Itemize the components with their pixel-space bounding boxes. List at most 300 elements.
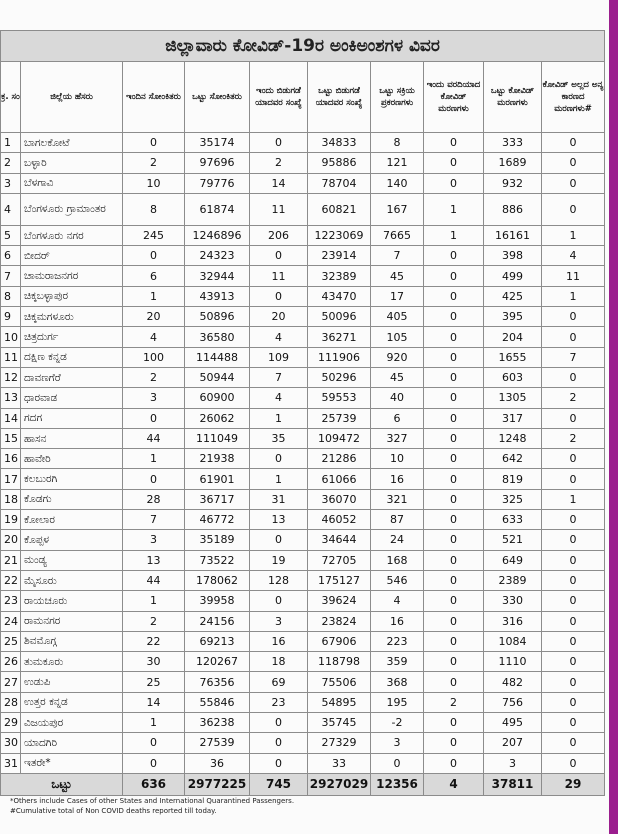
serial-cell: 9 (1, 307, 21, 327)
header-district: ಜಿಲ್ಲೆಯ ಹೆಸರು (21, 62, 123, 133)
footnotes (10, 796, 294, 816)
total-deaths-cell: 330 (484, 591, 542, 611)
serial-cell: 13 (1, 388, 21, 408)
total-cases-cell: 2977225 (185, 773, 250, 795)
today-cases-cell: 1 (123, 713, 185, 733)
active-cases-cell: 3 (371, 733, 424, 753)
today-cases-cell: 3 (123, 530, 185, 550)
non-covid-deaths-cell: 0 (542, 307, 605, 327)
table-row (1, 692, 605, 712)
non-covid-deaths-cell: 0 (542, 510, 605, 530)
today-discharged-cell: 35 (250, 428, 308, 448)
table-row (1, 631, 605, 651)
serial-cell: 24 (1, 611, 21, 631)
purple-edge-bar (609, 0, 618, 834)
non-covid-deaths-cell: 0 (542, 591, 605, 611)
active-cases-cell: 10 (371, 449, 424, 469)
district-name-cell: ದಾವಣಗೆರೆ (21, 367, 123, 387)
today-discharged-cell: 109 (250, 347, 308, 367)
active-cases-cell: 7665 (371, 225, 424, 245)
non-covid-deaths-cell: 0 (542, 652, 605, 672)
today-discharged-cell: 0 (250, 733, 308, 753)
table-row (1, 388, 605, 408)
total-deaths-cell: 932 (484, 173, 542, 193)
serial-cell: 10 (1, 327, 21, 347)
today-discharged-cell: 14 (250, 173, 308, 193)
today-deaths-cell: 0 (424, 133, 484, 153)
serial-cell: 5 (1, 225, 21, 245)
today-discharged-cell: 0 (250, 133, 308, 153)
totals-row (1, 773, 605, 795)
today-cases-cell: 14 (123, 692, 185, 712)
active-cases-cell: 368 (371, 672, 424, 692)
non-covid-deaths-cell: 7 (542, 347, 605, 367)
total-deaths-cell: 1084 (484, 631, 542, 651)
today-discharged-cell: 2 (250, 153, 308, 173)
total-cases-cell: 97696 (185, 153, 250, 173)
total-cases-cell: 35189 (185, 530, 250, 550)
district-name-cell: ಕೋಲಾರ (21, 510, 123, 530)
total-deaths-cell: 1248 (484, 428, 542, 448)
today-deaths-cell: 0 (424, 408, 484, 428)
total-cases-cell: 55846 (185, 692, 250, 712)
total-discharged-cell: 50296 (308, 367, 371, 387)
today-deaths-cell: 0 (424, 173, 484, 193)
total-cases-cell: 24323 (185, 246, 250, 266)
header-total-deaths: ಒಟ್ಟು ಕೋವಿಡ್ ಮರಣಗಳು (484, 62, 542, 133)
total-cases-cell: 26062 (185, 408, 250, 428)
today-deaths-cell: 0 (424, 753, 484, 773)
district-name-cell: ಚಿಕ್ಕಬಳ್ಳಾಪುರ (21, 286, 123, 306)
non-covid-deaths-cell: 1 (542, 225, 605, 245)
today-cases-cell: 22 (123, 631, 185, 651)
today-deaths-cell: 0 (424, 672, 484, 692)
district-covid-table (0, 30, 605, 796)
district-name-cell: ತುಮಕೂರು (21, 652, 123, 672)
total-discharged-cell: 50096 (308, 307, 371, 327)
serial-cell: 27 (1, 672, 21, 692)
today-cases-cell: 20 (123, 307, 185, 327)
district-name-cell: ಹಾಸನ (21, 428, 123, 448)
total-discharged-cell: 59553 (308, 388, 371, 408)
total-discharged-cell: 109472 (308, 428, 371, 448)
today-cases-cell: 6 (123, 266, 185, 286)
total-deaths-cell: 482 (484, 672, 542, 692)
serial-cell: 23 (1, 591, 21, 611)
total-cases-cell: 73522 (185, 550, 250, 570)
non-covid-deaths-cell: 0 (542, 570, 605, 590)
table-row (1, 266, 605, 286)
table-row (1, 570, 605, 590)
today-cases-cell: 2 (123, 367, 185, 387)
total-deaths-cell: 2389 (484, 570, 542, 590)
total-cases-cell: 36 (185, 753, 250, 773)
district-name-cell: ಮೈಸೂರು (21, 570, 123, 590)
table-title: ಜಿಲ್ಲಾವಾರು ಕೋವಿಡ್-19ರ ಅಂಕಿಅಂಶಗಳ ವಿವರ (1, 31, 605, 62)
today-cases-cell: 0 (123, 133, 185, 153)
active-cases-cell: 405 (371, 307, 424, 327)
total-deaths-cell: 333 (484, 133, 542, 153)
today-deaths-cell: 0 (424, 570, 484, 590)
today-discharged-cell: 1 (250, 469, 308, 489)
non-covid-deaths-cell: 4 (542, 246, 605, 266)
footnote-non-covid: #Cumulative total of Non COVID deaths reported till today. (10, 807, 217, 815)
header-active-cases: ಒಟ್ಟು ಸಕ್ರಿಯ ಪ್ರಕರಣಗಳು (371, 62, 424, 133)
today-deaths-cell: 0 (424, 153, 484, 173)
non-covid-deaths-cell: 0 (542, 449, 605, 469)
total-cases-cell: 76356 (185, 672, 250, 692)
district-name-cell: ಉಡುಪಿ (21, 672, 123, 692)
district-name-cell: ಬಾಗಲಕೋಟೆ (21, 133, 123, 153)
today-deaths-cell: 0 (424, 489, 484, 509)
today-discharged-cell: 11 (250, 266, 308, 286)
total-discharged-cell: 2927029 (308, 773, 371, 795)
today-deaths-cell: 0 (424, 286, 484, 306)
non-covid-deaths-cell: 1 (542, 286, 605, 306)
today-deaths-cell: 0 (424, 550, 484, 570)
table-row (1, 428, 605, 448)
total-deaths-cell: 886 (484, 193, 542, 225)
total-active-cases-cell: 12356 (371, 773, 424, 795)
total-cases-cell: 35174 (185, 133, 250, 153)
table-row (1, 591, 605, 611)
today-deaths-cell: 0 (424, 591, 484, 611)
today-discharged-cell: 23 (250, 692, 308, 712)
total-cases-cell: 21938 (185, 449, 250, 469)
table-row (1, 153, 605, 173)
total-discharged-cell: 25739 (308, 408, 371, 428)
header-total-discharged: ಒಟ್ಟು ಬಿಡುಗಡೆ ಯಾದವರ ಸಂಖ್ಯೆ (308, 62, 371, 133)
today-discharged-cell: 1 (250, 408, 308, 428)
serial-cell: 14 (1, 408, 21, 428)
table-row (1, 469, 605, 489)
table-row (1, 713, 605, 733)
serial-cell: 8 (1, 286, 21, 306)
active-cases-cell: 87 (371, 510, 424, 530)
total-cases-cell: 50944 (185, 367, 250, 387)
today-cases-cell: 1 (123, 286, 185, 306)
active-cases-cell: 16 (371, 611, 424, 631)
today-deaths-cell: 0 (424, 266, 484, 286)
total-deaths-cell: 819 (484, 469, 542, 489)
district-name-cell: ವಿಜಯಪುರ (21, 713, 123, 733)
today-deaths-cell: 0 (424, 449, 484, 469)
today-cases-cell: 2 (123, 611, 185, 631)
total-cases-cell: 61874 (185, 193, 250, 225)
serial-cell: 26 (1, 652, 21, 672)
today-cases-cell: 44 (123, 428, 185, 448)
total-discharged-cell: 34644 (308, 530, 371, 550)
non-covid-deaths-cell: 2 (542, 388, 605, 408)
total-discharged-cell: 67906 (308, 631, 371, 651)
non-covid-deaths-cell: 0 (542, 733, 605, 753)
district-name-cell: ಇತರೇ* (21, 753, 123, 773)
covid-statistics-sheet (0, 30, 604, 796)
total-cases-cell: 120267 (185, 652, 250, 672)
serial-cell: 6 (1, 246, 21, 266)
serial-cell: 12 (1, 367, 21, 387)
today-discharged-cell: 0 (250, 591, 308, 611)
today-cases-cell: 3 (123, 388, 185, 408)
table-row (1, 347, 605, 367)
total-deaths-cell: 207 (484, 733, 542, 753)
today-discharged-cell: 0 (250, 286, 308, 306)
header-today-cases: ಇಂದಿನ ಸೋಂಕಿತರು (123, 62, 185, 133)
active-cases-cell: 17 (371, 286, 424, 306)
non-covid-deaths-cell: 0 (542, 753, 605, 773)
total-cases-cell: 178062 (185, 570, 250, 590)
total-deaths-cell: 521 (484, 530, 542, 550)
header-non-covid-deaths: ಕೋವಿಡ್ ಅಲ್ಲದ ಅನ್ಯ ಕಾರಣದ ಮರಣಗಳು# (542, 62, 605, 133)
district-name-cell: ರಾಮನಗರ (21, 611, 123, 631)
today-cases-cell: 30 (123, 652, 185, 672)
today-deaths-cell: 0 (424, 347, 484, 367)
active-cases-cell: 105 (371, 327, 424, 347)
serial-cell: 25 (1, 631, 21, 651)
non-covid-deaths-cell: 0 (542, 672, 605, 692)
table-row (1, 193, 605, 225)
total-discharged-cell: 95886 (308, 153, 371, 173)
table-row (1, 225, 605, 245)
district-name-cell: ಬೆಂಗಳೂರು ಗ್ರಾಮಾಂತರ (21, 193, 123, 225)
total-cases-cell: 24156 (185, 611, 250, 631)
total-deaths-cell: 633 (484, 510, 542, 530)
total-discharged-cell: 27329 (308, 733, 371, 753)
total-discharged-cell: 118798 (308, 652, 371, 672)
total-discharged-cell: 1223069 (308, 225, 371, 245)
non-covid-deaths-cell: 1 (542, 489, 605, 509)
non-covid-deaths-cell: 0 (542, 631, 605, 651)
serial-cell: 18 (1, 489, 21, 509)
total-discharged-cell: 75506 (308, 672, 371, 692)
total-cases-cell: 32944 (185, 266, 250, 286)
today-cases-cell: 0 (123, 469, 185, 489)
today-cases-cell: 0 (123, 246, 185, 266)
active-cases-cell: 167 (371, 193, 424, 225)
non-covid-deaths-cell: 0 (542, 367, 605, 387)
active-cases-cell: 140 (371, 173, 424, 193)
total-deaths-cell: 1689 (484, 153, 542, 173)
total-discharged-cell: 72705 (308, 550, 371, 570)
total-discharged-cell: 39624 (308, 591, 371, 611)
table-row (1, 733, 605, 753)
serial-cell: 19 (1, 510, 21, 530)
active-cases-cell: 24 (371, 530, 424, 550)
total-deaths-cell: 495 (484, 713, 542, 733)
non-covid-deaths-cell: 0 (542, 611, 605, 631)
district-name-cell: ದಕ್ಷಿಣ ಕನ್ನಡ (21, 347, 123, 367)
header-total-cases: ಒಟ್ಟು ಸೋಂಕಿತರು (185, 62, 250, 133)
non-covid-deaths-cell: 0 (542, 713, 605, 733)
serial-cell: 2 (1, 153, 21, 173)
today-discharged-cell: 0 (250, 753, 308, 773)
total-deaths-cell: 649 (484, 550, 542, 570)
total-deaths-cell: 204 (484, 327, 542, 347)
today-discharged-cell: 206 (250, 225, 308, 245)
total-deaths-cell: 425 (484, 286, 542, 306)
table-row (1, 510, 605, 530)
serial-cell: 28 (1, 692, 21, 712)
today-deaths-cell: 0 (424, 733, 484, 753)
non-covid-deaths-cell: 2 (542, 428, 605, 448)
table-row (1, 367, 605, 387)
table-row (1, 307, 605, 327)
active-cases-cell: 359 (371, 652, 424, 672)
active-cases-cell: 45 (371, 266, 424, 286)
header-today-discharged: ಇಂದು ಬಿಡುಗಡೆ ಯಾದವರ ಸಂಖ್ಯೆ (250, 62, 308, 133)
total-discharged-cell: 54895 (308, 692, 371, 712)
active-cases-cell: 40 (371, 388, 424, 408)
today-discharged-cell: 18 (250, 652, 308, 672)
today-cases-cell: 8 (123, 193, 185, 225)
serial-cell: 7 (1, 266, 21, 286)
active-cases-cell: 327 (371, 428, 424, 448)
today-deaths-cell: 0 (424, 652, 484, 672)
non-covid-deaths-cell: 0 (542, 408, 605, 428)
total-deaths-cell: 316 (484, 611, 542, 631)
today-cases-cell: 13 (123, 550, 185, 570)
total-discharged-cell: 33 (308, 753, 371, 773)
total-discharged-cell: 78704 (308, 173, 371, 193)
district-name-cell: ಚಿಕ್ಕಮಗಳೂರು (21, 307, 123, 327)
today-discharged-cell: 0 (250, 713, 308, 733)
district-name-cell: ಮಂಡ್ಯ (21, 550, 123, 570)
today-discharged-cell: 7 (250, 367, 308, 387)
active-cases-cell: 7 (371, 246, 424, 266)
non-covid-deaths-cell: 0 (542, 133, 605, 153)
district-name-cell: ಬೀದರ್ (21, 246, 123, 266)
active-cases-cell: 45 (371, 367, 424, 387)
today-discharged-cell: 31 (250, 489, 308, 509)
serial-cell: 20 (1, 530, 21, 550)
district-name-cell: ಧಾರವಾಡ (21, 388, 123, 408)
today-deaths-cell: 0 (424, 469, 484, 489)
total-deaths-cell: 1110 (484, 652, 542, 672)
total-cases-cell: 36717 (185, 489, 250, 509)
total-discharged-cell: 43470 (308, 286, 371, 306)
total-cases-cell: 1246896 (185, 225, 250, 245)
total-label-cell: ಒಟ್ಟು (1, 773, 123, 795)
header-serial: ಕ್ರ. ಸಂ (1, 62, 21, 133)
today-discharged-cell: 0 (250, 530, 308, 550)
today-deaths-cell: 0 (424, 631, 484, 651)
total-discharged-cell: 23824 (308, 611, 371, 631)
today-cases-cell: 44 (123, 570, 185, 590)
total-deaths-cell: 325 (484, 489, 542, 509)
table-row (1, 672, 605, 692)
today-cases-cell: 7 (123, 510, 185, 530)
total-deaths-cell: 395 (484, 307, 542, 327)
serial-cell: 31 (1, 753, 21, 773)
header-today-deaths: ಇಂದು ವರದಿಯಾದ ಕೋವಿಡ್ ಮರಣಗಳು (424, 62, 484, 133)
today-discharged-cell: 13 (250, 510, 308, 530)
total-deaths-cell: 1655 (484, 347, 542, 367)
serial-cell: 11 (1, 347, 21, 367)
table-row (1, 449, 605, 469)
active-cases-cell: 4 (371, 591, 424, 611)
total-discharged-cell: 21286 (308, 449, 371, 469)
today-cases-cell: 1 (123, 449, 185, 469)
district-name-cell: ಬೆಳಗಾವಿ (21, 173, 123, 193)
district-name-cell: ಕೊಪ್ಪಳ (21, 530, 123, 550)
district-name-cell: ಚಾಮರಾಜನಗರ (21, 266, 123, 286)
today-deaths-cell: 0 (424, 307, 484, 327)
table-row (1, 173, 605, 193)
district-name-cell: ಬಳ್ಳಾರಿ (21, 153, 123, 173)
today-discharged-cell: 128 (250, 570, 308, 590)
table-row (1, 286, 605, 306)
total-deaths-cell: 499 (484, 266, 542, 286)
table-row (1, 489, 605, 509)
total-discharged-cell: 46052 (308, 510, 371, 530)
table-row (1, 652, 605, 672)
today-discharged-cell: 19 (250, 550, 308, 570)
active-cases-cell: 321 (371, 489, 424, 509)
table-row (1, 133, 605, 153)
today-discharged-cell: 69 (250, 672, 308, 692)
total-cases-cell: 79776 (185, 173, 250, 193)
serial-cell: 29 (1, 713, 21, 733)
total-cases-cell: 39958 (185, 591, 250, 611)
table-row (1, 611, 605, 631)
total-discharged-cell: 175127 (308, 570, 371, 590)
district-name-cell: ಉತ್ತರ ಕನ್ನಡ (21, 692, 123, 712)
total-cases-cell: 46772 (185, 510, 250, 530)
total-discharged-cell: 111906 (308, 347, 371, 367)
today-cases-cell: 10 (123, 173, 185, 193)
serial-cell: 30 (1, 733, 21, 753)
serial-cell: 22 (1, 570, 21, 590)
total-cases-cell: 114488 (185, 347, 250, 367)
total-discharged-cell: 35745 (308, 713, 371, 733)
active-cases-cell: 8 (371, 133, 424, 153)
total-deaths-cell: 756 (484, 692, 542, 712)
district-name-cell: ಬೆಂಗಳೂರು ನಗರ (21, 225, 123, 245)
table-row (1, 530, 605, 550)
today-cases-cell: 0 (123, 753, 185, 773)
today-deaths-cell: 0 (424, 510, 484, 530)
today-cases-cell: 2 (123, 153, 185, 173)
today-cases-cell: 1 (123, 591, 185, 611)
non-covid-deaths-cell: 0 (542, 193, 605, 225)
non-covid-deaths-cell: 0 (542, 469, 605, 489)
today-cases-cell: 100 (123, 347, 185, 367)
total-today-discharged-cell: 745 (250, 773, 308, 795)
today-discharged-cell: 3 (250, 611, 308, 631)
total-discharged-cell: 32389 (308, 266, 371, 286)
table-row (1, 408, 605, 428)
table-row (1, 550, 605, 570)
serial-cell: 15 (1, 428, 21, 448)
total-discharged-cell: 60821 (308, 193, 371, 225)
serial-cell: 3 (1, 173, 21, 193)
today-discharged-cell: 4 (250, 388, 308, 408)
district-name-cell: ಚಿತ್ರದುರ್ಗ (21, 327, 123, 347)
non-covid-deaths-cell: 0 (542, 550, 605, 570)
today-deaths-cell: 0 (424, 611, 484, 631)
total-deaths-cell: 317 (484, 408, 542, 428)
table-row (1, 753, 605, 773)
active-cases-cell: 6 (371, 408, 424, 428)
today-cases-cell: 0 (123, 408, 185, 428)
total-discharged-cell: 36070 (308, 489, 371, 509)
total-cases-cell: 50896 (185, 307, 250, 327)
serial-cell: 4 (1, 193, 21, 225)
district-name-cell: ರಾಯಚೂರು (21, 591, 123, 611)
serial-cell: 1 (1, 133, 21, 153)
active-cases-cell: 168 (371, 550, 424, 570)
active-cases-cell: 121 (371, 153, 424, 173)
